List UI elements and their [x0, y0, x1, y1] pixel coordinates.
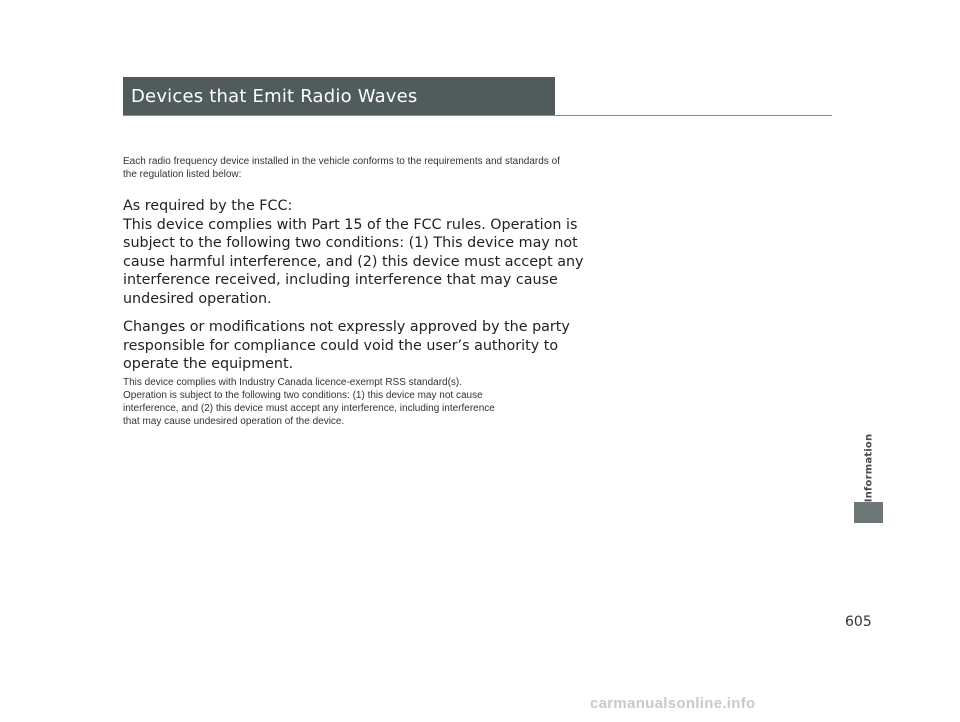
industry-canada-statement: [123, 376, 563, 428]
fcc-changes-line: operate the equipment.: [123, 356, 294, 372]
fcc-line: cause harmful interference, and (2) this device must accept any: [123, 253, 584, 270]
ic-line: This device complies with Industry Canada licence-exempt RSS standard(s).: [123, 377, 463, 388]
fcc-line: This device complies with Part 15 of the FCC rules. Operation is: [123, 216, 578, 233]
header-rule: [123, 115, 832, 116]
watermark: carmanualsonline.info: [590, 695, 756, 712]
fcc-changes-line: Changes or modifications not expressly approved by the party: [123, 319, 570, 335]
side-tab-label: Information: [863, 433, 875, 503]
fcc-changes-line: responsible for compliance could void the user’s authority to: [123, 337, 559, 354]
fcc-statement: [123, 197, 584, 374]
ic-line: interference, and (2) this device must accept any interference, including interference: [123, 403, 495, 414]
section-header: [123, 77, 555, 115]
fcc-heading: As required by the FCC:: [123, 198, 293, 214]
ic-line: that may cause undesired operation of the device.: [123, 416, 345, 427]
fcc-line: undesired operation.: [123, 290, 272, 307]
fcc-line: interference received, including interference that may cause: [123, 272, 558, 288]
ic-line: Operation is subject to the following two conditions: (1) this device may not cause: [123, 390, 483, 401]
paragraph-gap: [123, 308, 563, 318]
section-title: Devices that Emit Radio Waves: [131, 86, 418, 107]
side-tab-marker[interactable]: [854, 502, 883, 523]
fcc-line: subject to the following two conditions: (1) This device may not: [123, 235, 578, 251]
intro-paragraph: Each radio frequency device installed in the vehicle conforms to the requirements and standards of the regulation listed below:: [123, 156, 560, 180]
page-number: 605: [845, 614, 872, 630]
